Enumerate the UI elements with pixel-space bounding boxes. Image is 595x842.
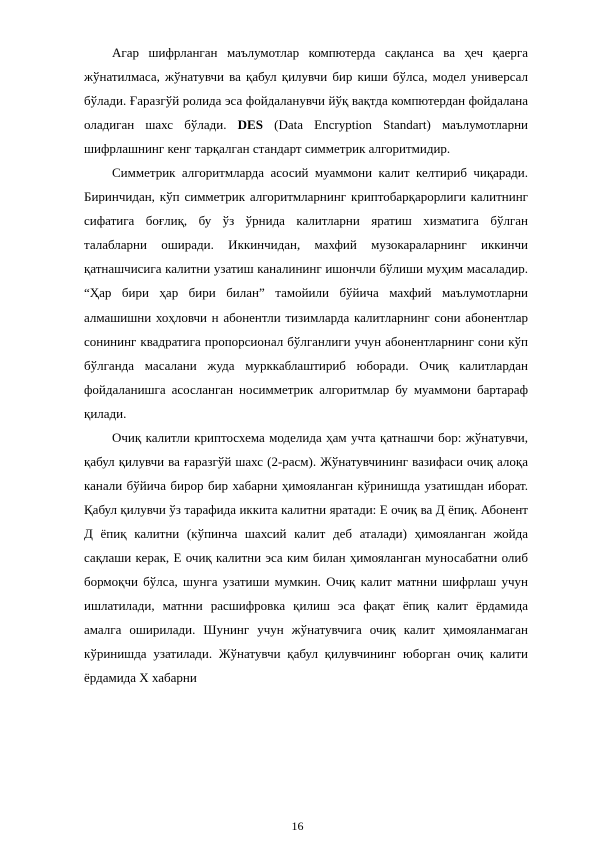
paragraph-des-text-after: (Data Encryption Standart) маълумотларни шифрлашнинг кенг тарқалган стандарт симметрик алгоритмидир. [84,117,528,157]
paragraph-public-key-scheme: Очиқ калитли криптосхема моделида ҳам учта қатнашчи бор: жўнатувчи, қабул қилувчи ва ғаразгўй шахс (2-расм). Жўнатувчининг вазифаси очиқ алоқа канали бўйича бирор бир хабарни ҳимояланган кўринишда узатишдан иборат. Қабул қилувчи ўз тарафида иккита калитни яратади: Е очиқ ва Д ёпиқ. Абонент Д ёпиқ калитни (кўпинча шахсий калит деб аталади) ҳимояланган жойда сақлаши керак, Е очиқ калитни эса ким билан ҳимояланган муносабатни олиб бормоқчи бўлса, шунга узатиши мумкин. Очиқ калит матнни шифрлаш учун ишлатилади, матнни расшифровка қилиш эса фақат ёпиқ калит ёрдамида амалга оширилади. Шунинг учун жўнатувчига очиқ калит ҳимояланмаган кўринишда узатилади. Жўнатувчи қабул қилувчининг юборган очиқ калити ёрдамида Х хабарни [84,429,528,686]
paragraph-symmetric-key-problem: Симметрик алгоритмларда асосий муаммони калит келтириб чиқаради. Биринчидан, кўп симметрик алгоритмларнинг криптобарқарорлиги калитнинг сифатига боғлиқ, бу ўз ўрнида калитларни яратиш хизматига бўлган талабларни оширади. Иккинчидан, махфий музокараларнинг иккинчи қатнашчисига калитни узатиш каналининг ишончли бўлиши муҳим масаладир. “Ҳар бири ҳар бири билан” тамойили бўйича махфий маълумотларни алмашишни хоҳловчи н абонентли тизимларда калитларнинг сони абонентлар сонининг квадратига пропорсионал бўлганлиги учун абонентларнинг сони кўп бўлганда масалани жуда мурккаблаштириб юборади. Очиқ калитлардан фойдаланишга асосланган носимметрик алгоритмлар бу муаммони бартараф қилади. [84,165,528,421]
paragraph-des-text-before: Агар шифрланган маълумотлар компютерда сақланса ва ҳеч қаерга жўнатилмаса, жўнатувчи ва қабул қилувчи бир киши бўлса, модел универсал бўлади. Ғаразгўй ролида эса фойдаланувчи йўқ вақтда компютердан фойдалана оладиган шахс бўлади. [84,45,528,133]
document-page [84,41,528,690]
des-keyword: DES [237,117,263,133]
paragraph-des [84,41,528,161]
page-number: 16 [291,819,304,833]
